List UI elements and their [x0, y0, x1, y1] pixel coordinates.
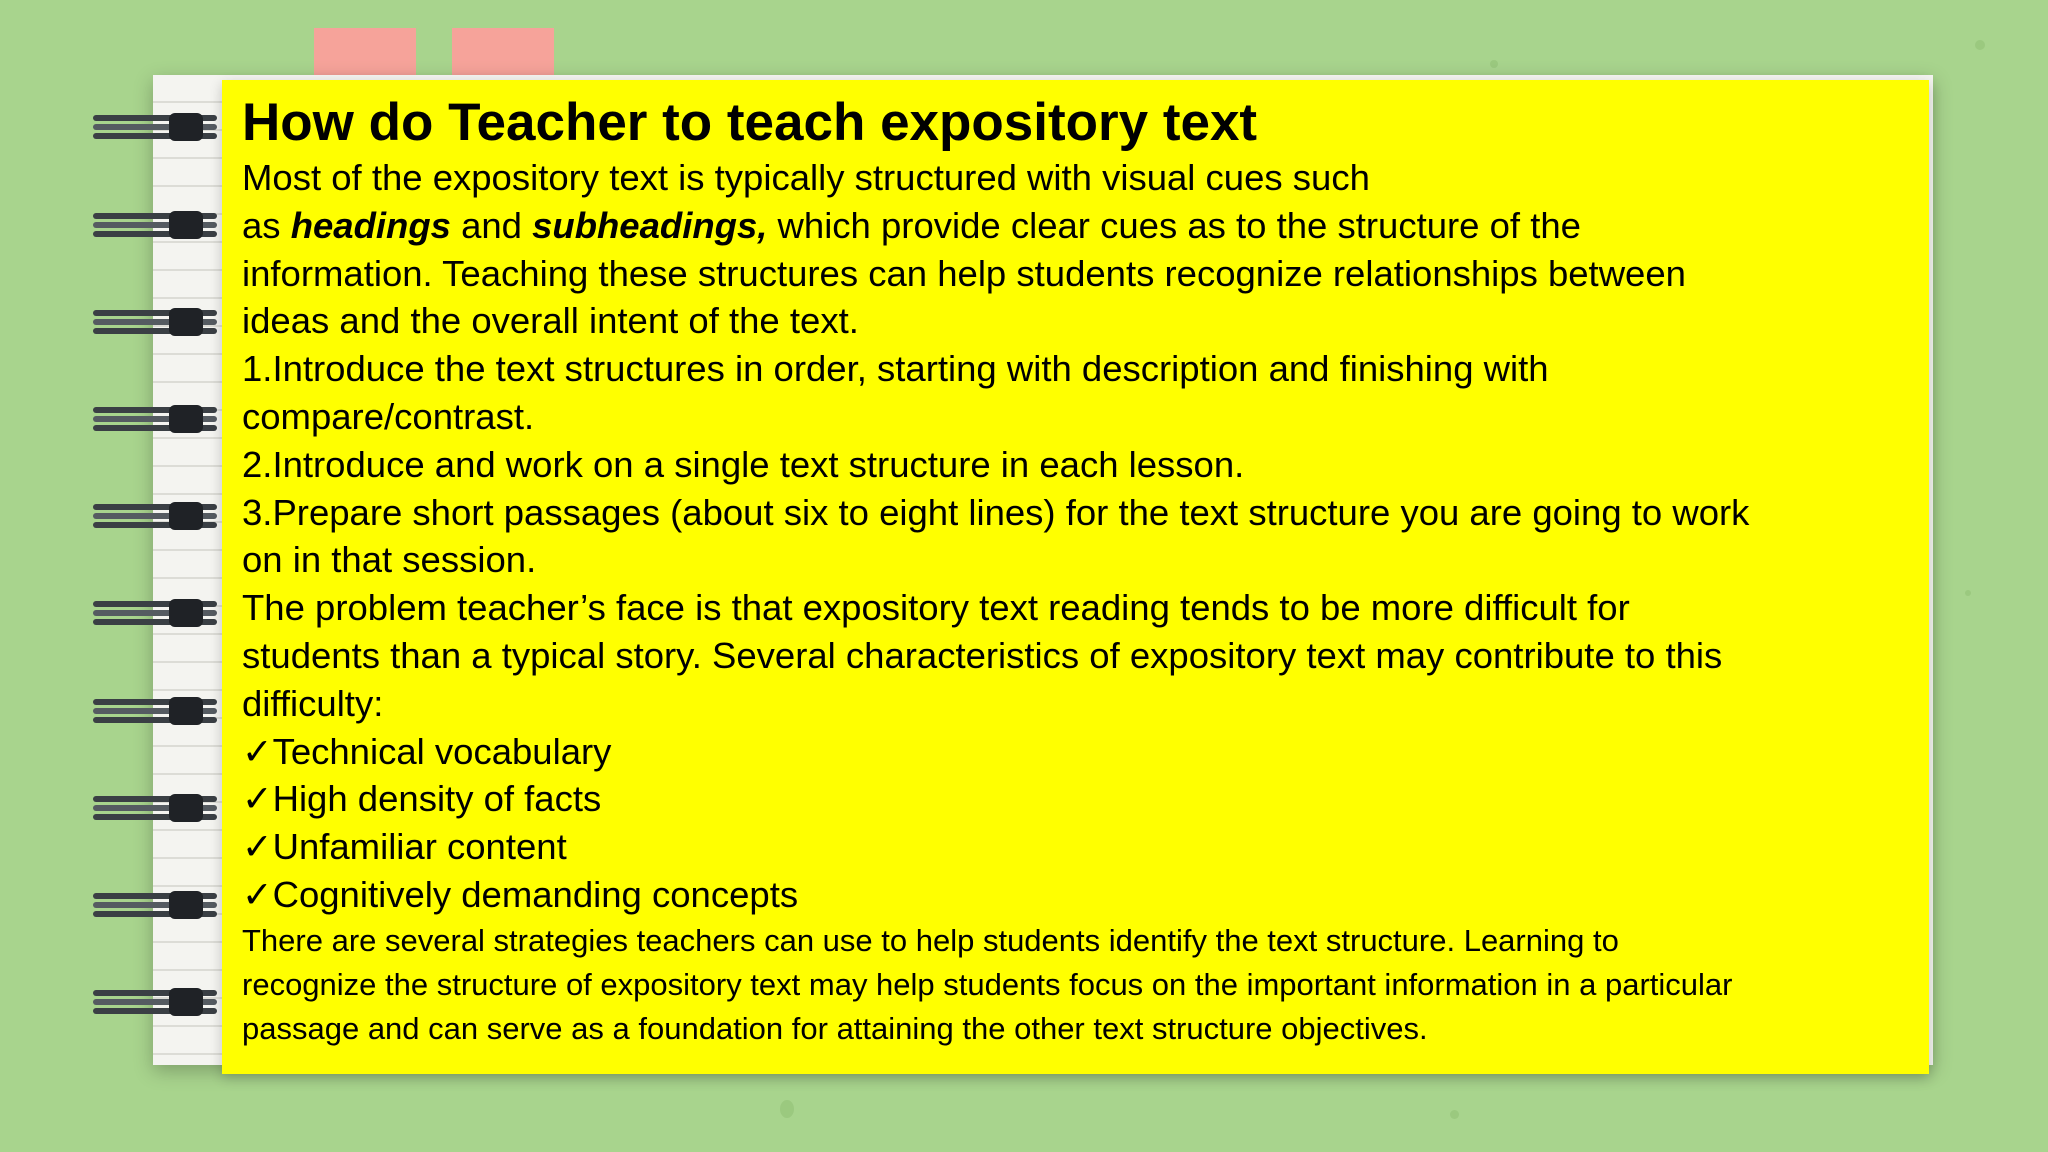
spiral-ring-icon	[93, 599, 217, 627]
background-speck	[1975, 40, 1985, 50]
background-speck	[780, 1100, 794, 1118]
slide-title: How do Teacher to teach expository text	[242, 93, 1258, 152]
intro-text: as	[242, 204, 291, 246]
closing-line: passage and can serve as a foundation for attaining the other text structure objectives.	[242, 1010, 1428, 1046]
background-speck	[1450, 1110, 1459, 1119]
checklist-item: ✓High density of facts	[242, 778, 602, 820]
intro-line: information. Teaching these structures can help students recognize relationships between	[242, 252, 1686, 294]
checklist-item: ✓Cognitively demanding concepts	[242, 873, 799, 915]
emphasis-headings: headings	[290, 204, 451, 246]
spiral-ring-icon	[93, 502, 217, 530]
checklist-item: ✓Technical vocabulary	[242, 730, 612, 772]
step-line: 3.Prepare short passages (about six to eight lines) for the text structure you are going to work	[242, 491, 1750, 533]
closing-line: There are several strategies teachers can use to help students identify the text structure. Learning to	[242, 922, 1619, 958]
background-speck	[1490, 60, 1498, 68]
spiral-ring-icon	[93, 211, 217, 239]
step-line: on in that session.	[242, 539, 537, 581]
spiral-ring-icon	[93, 113, 217, 141]
spiral-ring-icon	[93, 405, 217, 433]
closing-line: recognize the structure of expository text may help students focus on the important information in a particular	[242, 966, 1733, 1002]
spiral-ring-icon	[93, 891, 217, 919]
checklist-item: ✓Unfamiliar content	[242, 826, 567, 868]
intro-line	[242, 202, 1909, 250]
intro-line: ideas and the overall intent of the text.	[242, 300, 859, 342]
intro-text: and	[450, 204, 533, 246]
spiral-ring-icon	[93, 308, 217, 336]
problem-line: difficulty:	[242, 682, 384, 724]
intro-text: which provide clear cues as to the structure of the	[767, 204, 1581, 246]
spiral-ring-icon	[93, 794, 217, 822]
step-line: 1.Introduce the text structures in order, starting with description and finishing with	[242, 348, 1549, 390]
content-card	[222, 80, 1929, 1074]
spiral-ring-icon	[93, 988, 217, 1016]
problem-line: students than a typical story. Several characteristics of expository text may contribute to this	[242, 634, 1723, 676]
spiral-ring-icon	[93, 697, 217, 725]
step-line: compare/contrast.	[242, 395, 535, 437]
background-speck	[1965, 590, 1971, 596]
emphasis-subheadings: subheadings,	[532, 204, 768, 246]
step-line: 2.Introduce and work on a single text structure in each lesson.	[242, 443, 1245, 485]
problem-line: The problem teacher’s face is that expository text reading tends to be more difficult for	[242, 587, 1630, 629]
intro-line: Most of the expository text is typically structured with visual cues such	[242, 157, 1370, 198]
